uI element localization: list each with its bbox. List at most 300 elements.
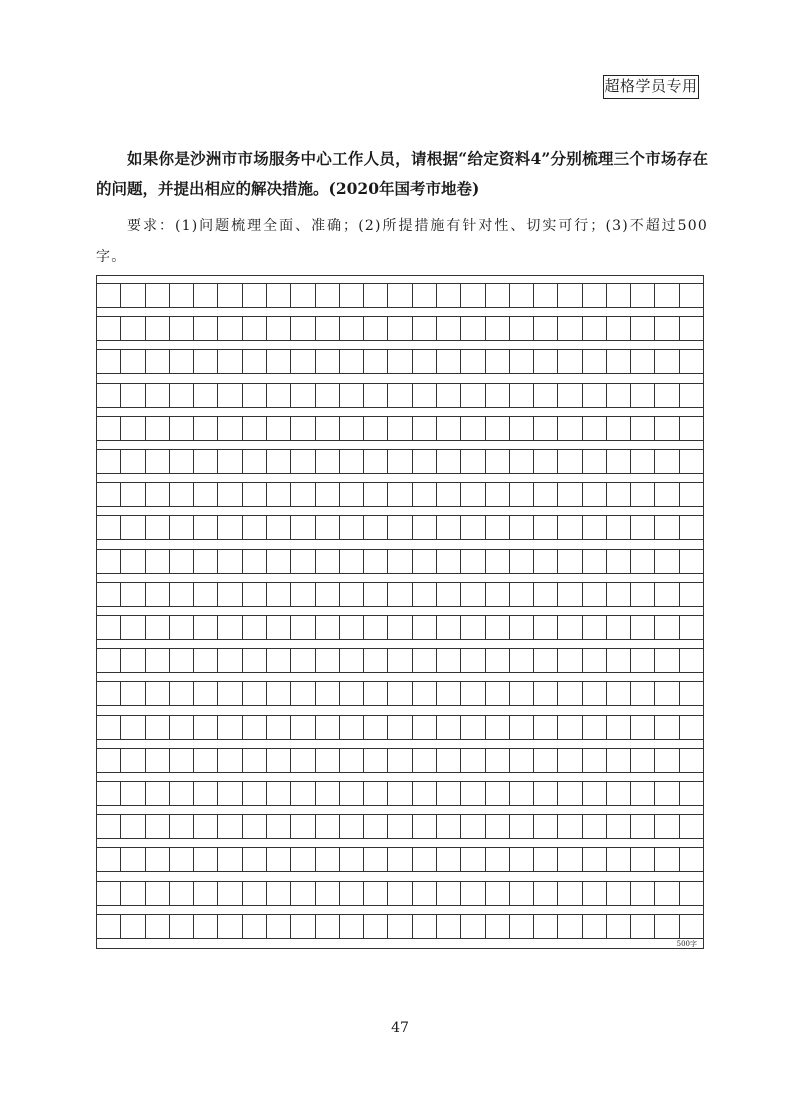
grid-cell[interactable]: [388, 716, 412, 739]
grid-cell[interactable]: [461, 616, 485, 639]
grid-cell[interactable]: [534, 284, 558, 307]
grid-cell[interactable]: [364, 550, 388, 573]
grid-cell[interactable]: [340, 384, 364, 407]
grid-cell[interactable]: [680, 915, 703, 938]
grid-cell[interactable]: [316, 815, 340, 838]
grid-cell[interactable]: [413, 583, 437, 606]
grid-cell[interactable]: [267, 583, 291, 606]
grid-cell[interactable]: [146, 915, 170, 938]
grid-cell[interactable]: [510, 516, 534, 539]
grid-cell[interactable]: [146, 848, 170, 871]
grid-cell[interactable]: [486, 616, 510, 639]
grid-cell[interactable]: [218, 815, 242, 838]
grid-cell[interactable]: [316, 749, 340, 772]
grid-cell[interactable]: [146, 483, 170, 506]
grid-cell[interactable]: [243, 716, 267, 739]
grid-cell[interactable]: [413, 417, 437, 440]
grid-cell[interactable]: [413, 317, 437, 340]
grid-cell[interactable]: [267, 384, 291, 407]
grid-cell[interactable]: [413, 848, 437, 871]
grid-cell[interactable]: [583, 616, 607, 639]
grid-cell[interactable]: [194, 682, 218, 705]
grid-cell[interactable]: [437, 915, 461, 938]
grid-cell[interactable]: [680, 682, 703, 705]
grid-cell[interactable]: [631, 848, 655, 871]
grid-cell[interactable]: [316, 450, 340, 473]
grid-cell[interactable]: [607, 782, 631, 805]
grid-cell[interactable]: [97, 516, 121, 539]
grid-cell[interactable]: [558, 417, 582, 440]
grid-cell[interactable]: [510, 848, 534, 871]
grid-cell[interactable]: [364, 915, 388, 938]
grid-cell[interactable]: [558, 483, 582, 506]
grid-cell[interactable]: [316, 682, 340, 705]
grid-cell[interactable]: [461, 583, 485, 606]
grid-cell[interactable]: [680, 616, 703, 639]
grid-cell[interactable]: [461, 716, 485, 739]
grid-cell[interactable]: [437, 516, 461, 539]
grid-cell[interactable]: [388, 616, 412, 639]
grid-cell[interactable]: [534, 384, 558, 407]
grid-cell[interactable]: [461, 815, 485, 838]
grid-cell[interactable]: [583, 583, 607, 606]
grid-cell[interactable]: [97, 815, 121, 838]
grid-cell[interactable]: [364, 782, 388, 805]
grid-cell[interactable]: [170, 682, 194, 705]
grid-cell[interactable]: [437, 583, 461, 606]
grid-cell[interactable]: [267, 749, 291, 772]
grid-cell[interactable]: [558, 583, 582, 606]
grid-cell[interactable]: [655, 417, 679, 440]
grid-cell[interactable]: [461, 848, 485, 871]
grid-cell[interactable]: [534, 848, 558, 871]
grid-cell[interactable]: [340, 616, 364, 639]
grid-cell[interactable]: [680, 815, 703, 838]
grid-cell[interactable]: [607, 550, 631, 573]
grid-cell[interactable]: [534, 350, 558, 373]
grid-cell[interactable]: [437, 350, 461, 373]
grid-cell[interactable]: [607, 716, 631, 739]
grid-cell[interactable]: [194, 284, 218, 307]
grid-cell[interactable]: [486, 284, 510, 307]
grid-cell[interactable]: [218, 550, 242, 573]
grid-cell[interactable]: [583, 782, 607, 805]
grid-cell[interactable]: [194, 384, 218, 407]
grid-cell[interactable]: [243, 450, 267, 473]
grid-cell[interactable]: [243, 682, 267, 705]
grid-cell[interactable]: [243, 649, 267, 672]
grid-cell[interactable]: [631, 649, 655, 672]
grid-cell[interactable]: [291, 384, 315, 407]
grid-cell[interactable]: [97, 882, 121, 905]
grid-cell[interactable]: [510, 649, 534, 672]
grid-cell[interactable]: [388, 882, 412, 905]
grid-cell[interactable]: [243, 583, 267, 606]
grid-cell[interactable]: [243, 749, 267, 772]
grid-cell[interactable]: [461, 782, 485, 805]
grid-cell[interactable]: [486, 350, 510, 373]
grid-cell[interactable]: [316, 317, 340, 340]
grid-cell[interactable]: [437, 848, 461, 871]
grid-cell[interactable]: [388, 483, 412, 506]
grid-cell[interactable]: [631, 915, 655, 938]
grid-cell[interactable]: [316, 417, 340, 440]
grid-cell[interactable]: [655, 782, 679, 805]
grid-cell[interactable]: [267, 716, 291, 739]
grid-cell[interactable]: [655, 882, 679, 905]
grid-cell[interactable]: [316, 649, 340, 672]
grid-cell[interactable]: [97, 483, 121, 506]
grid-cell[interactable]: [170, 815, 194, 838]
grid-cell[interactable]: [146, 682, 170, 705]
grid-cell[interactable]: [558, 284, 582, 307]
grid-cell[interactable]: [170, 384, 194, 407]
grid-cell[interactable]: [170, 848, 194, 871]
grid-cell[interactable]: [316, 550, 340, 573]
grid-cell[interactable]: [291, 815, 315, 838]
grid-cell[interactable]: [534, 716, 558, 739]
grid-cell[interactable]: [243, 350, 267, 373]
grid-cell[interactable]: [631, 716, 655, 739]
grid-cell[interactable]: [680, 417, 703, 440]
grid-cell[interactable]: [437, 616, 461, 639]
grid-cell[interactable]: [364, 284, 388, 307]
grid-cell[interactable]: [607, 450, 631, 473]
grid-cell[interactable]: [218, 284, 242, 307]
grid-cell[interactable]: [121, 583, 145, 606]
grid-cell[interactable]: [534, 682, 558, 705]
grid-cell[interactable]: [607, 483, 631, 506]
grid-cell[interactable]: [388, 749, 412, 772]
grid-cell[interactable]: [534, 516, 558, 539]
grid-cell[interactable]: [218, 716, 242, 739]
grid-cell[interactable]: [655, 749, 679, 772]
grid-cell[interactable]: [437, 284, 461, 307]
grid-cell[interactable]: [146, 649, 170, 672]
grid-cell[interactable]: [291, 516, 315, 539]
grid-cell[interactable]: [437, 882, 461, 905]
grid-cell[interactable]: [194, 848, 218, 871]
grid-cell[interactable]: [364, 350, 388, 373]
grid-cell[interactable]: [170, 317, 194, 340]
grid-cell[interactable]: [607, 649, 631, 672]
grid-cell[interactable]: [607, 749, 631, 772]
grid-cell[interactable]: [340, 716, 364, 739]
grid-cell[interactable]: [291, 483, 315, 506]
grid-cell[interactable]: [218, 317, 242, 340]
grid-cell[interactable]: [558, 616, 582, 639]
grid-cell[interactable]: [243, 317, 267, 340]
grid-cell[interactable]: [388, 417, 412, 440]
grid-cell[interactable]: [510, 882, 534, 905]
grid-cell[interactable]: [194, 483, 218, 506]
grid-cell[interactable]: [170, 882, 194, 905]
grid-cell[interactable]: [267, 350, 291, 373]
grid-cell[interactable]: [437, 749, 461, 772]
grid-cell[interactable]: [316, 915, 340, 938]
grid-cell[interactable]: [413, 384, 437, 407]
grid-cell[interactable]: [413, 915, 437, 938]
grid-cell[interactable]: [680, 550, 703, 573]
grid-cell[interactable]: [631, 782, 655, 805]
grid-cell[interactable]: [655, 550, 679, 573]
grid-cell[interactable]: [631, 516, 655, 539]
grid-cell[interactable]: [121, 317, 145, 340]
grid-cell[interactable]: [655, 848, 679, 871]
grid-cell[interactable]: [461, 284, 485, 307]
grid-cell[interactable]: [680, 317, 703, 340]
grid-cell[interactable]: [534, 782, 558, 805]
grid-cell[interactable]: [680, 284, 703, 307]
grid-cell[interactable]: [97, 649, 121, 672]
grid-cell[interactable]: [146, 417, 170, 440]
grid-cell[interactable]: [291, 749, 315, 772]
grid-cell[interactable]: [437, 716, 461, 739]
grid-cell[interactable]: [340, 848, 364, 871]
grid-cell[interactable]: [534, 483, 558, 506]
grid-cell[interactable]: [413, 284, 437, 307]
grid-cell[interactable]: [218, 749, 242, 772]
grid-cell[interactable]: [558, 516, 582, 539]
grid-cell[interactable]: [243, 882, 267, 905]
grid-cell[interactable]: [631, 417, 655, 440]
grid-cell[interactable]: [267, 682, 291, 705]
grid-cell[interactable]: [558, 350, 582, 373]
grid-cell[interactable]: [267, 516, 291, 539]
grid-cell[interactable]: [388, 782, 412, 805]
grid-cell[interactable]: [218, 649, 242, 672]
grid-cell[interactable]: [437, 682, 461, 705]
grid-cell[interactable]: [583, 350, 607, 373]
grid-cell[interactable]: [583, 815, 607, 838]
grid-cell[interactable]: [170, 583, 194, 606]
grid-cell[interactable]: [413, 350, 437, 373]
grid-cell[interactable]: [388, 848, 412, 871]
grid-cell[interactable]: [534, 649, 558, 672]
grid-cell[interactable]: [340, 815, 364, 838]
grid-cell[interactable]: [583, 915, 607, 938]
grid-cell[interactable]: [316, 716, 340, 739]
grid-cell[interactable]: [413, 649, 437, 672]
grid-cell[interactable]: [121, 682, 145, 705]
grid-cell[interactable]: [534, 450, 558, 473]
grid-cell[interactable]: [583, 450, 607, 473]
grid-cell[interactable]: [194, 649, 218, 672]
grid-cell[interactable]: [146, 450, 170, 473]
grid-cell[interactable]: [655, 649, 679, 672]
grid-cell[interactable]: [607, 882, 631, 905]
grid-cell[interactable]: [583, 882, 607, 905]
grid-cell[interactable]: [146, 583, 170, 606]
grid-cell[interactable]: [388, 384, 412, 407]
grid-cell[interactable]: [461, 749, 485, 772]
grid-cell[interactable]: [194, 782, 218, 805]
grid-cell[interactable]: [558, 749, 582, 772]
grid-cell[interactable]: [461, 682, 485, 705]
grid-cell[interactable]: [461, 915, 485, 938]
grid-cell[interactable]: [486, 716, 510, 739]
grid-cell[interactable]: [413, 782, 437, 805]
grid-cell[interactable]: [388, 516, 412, 539]
grid-cell[interactable]: [388, 915, 412, 938]
grid-cell[interactable]: [267, 649, 291, 672]
grid-cell[interactable]: [316, 782, 340, 805]
grid-cell[interactable]: [413, 749, 437, 772]
grid-cell[interactable]: [680, 483, 703, 506]
grid-cell[interactable]: [631, 317, 655, 340]
grid-cell[interactable]: [267, 815, 291, 838]
grid-cell[interactable]: [291, 550, 315, 573]
grid-cell[interactable]: [243, 483, 267, 506]
grid-cell[interactable]: [121, 350, 145, 373]
grid-cell[interactable]: [680, 848, 703, 871]
grid-cell[interactable]: [486, 848, 510, 871]
grid-cell[interactable]: [558, 782, 582, 805]
grid-cell[interactable]: [486, 384, 510, 407]
grid-cell[interactable]: [388, 583, 412, 606]
grid-cell[interactable]: [583, 516, 607, 539]
answer-grid[interactable]: [96, 275, 704, 949]
grid-cell[interactable]: [121, 815, 145, 838]
grid-cell[interactable]: [146, 350, 170, 373]
grid-cell[interactable]: [680, 450, 703, 473]
grid-cell[interactable]: [631, 483, 655, 506]
grid-cell[interactable]: [631, 450, 655, 473]
grid-cell[interactable]: [170, 550, 194, 573]
grid-cell[interactable]: [680, 583, 703, 606]
grid-cell[interactable]: [655, 450, 679, 473]
grid-cell[interactable]: [316, 384, 340, 407]
grid-cell[interactable]: [267, 417, 291, 440]
grid-cell[interactable]: [340, 350, 364, 373]
grid-cell[interactable]: [558, 815, 582, 838]
grid-cell[interactable]: [170, 616, 194, 639]
grid-cell[interactable]: [680, 350, 703, 373]
grid-cell[interactable]: [461, 516, 485, 539]
grid-cell[interactable]: [583, 417, 607, 440]
grid-cell[interactable]: [558, 848, 582, 871]
grid-cell[interactable]: [437, 649, 461, 672]
grid-cell[interactable]: [243, 815, 267, 838]
grid-cell[interactable]: [655, 682, 679, 705]
grid-cell[interactable]: [461, 317, 485, 340]
grid-cell[interactable]: [437, 317, 461, 340]
grid-cell[interactable]: [607, 284, 631, 307]
grid-cell[interactable]: [194, 350, 218, 373]
grid-cell[interactable]: [486, 317, 510, 340]
grid-cell[interactable]: [558, 716, 582, 739]
grid-cell[interactable]: [97, 848, 121, 871]
grid-cell[interactable]: [510, 583, 534, 606]
grid-cell[interactable]: [461, 483, 485, 506]
grid-cell[interactable]: [170, 749, 194, 772]
grid-cell[interactable]: [267, 882, 291, 905]
grid-cell[interactable]: [146, 516, 170, 539]
grid-cell[interactable]: [607, 350, 631, 373]
grid-cell[interactable]: [655, 317, 679, 340]
grid-cell[interactable]: [583, 550, 607, 573]
grid-cell[interactable]: [486, 550, 510, 573]
grid-cell[interactable]: [194, 583, 218, 606]
grid-cell[interactable]: [97, 915, 121, 938]
grid-cell[interactable]: [607, 317, 631, 340]
grid-cell[interactable]: [486, 450, 510, 473]
grid-cell[interactable]: [267, 317, 291, 340]
grid-cell[interactable]: [97, 716, 121, 739]
grid-cell[interactable]: [388, 350, 412, 373]
grid-cell[interactable]: [364, 450, 388, 473]
grid-cell[interactable]: [388, 649, 412, 672]
grid-cell[interactable]: [558, 882, 582, 905]
grid-cell[interactable]: [486, 782, 510, 805]
grid-cell[interactable]: [170, 516, 194, 539]
grid-cell[interactable]: [388, 317, 412, 340]
grid-cell[interactable]: [243, 616, 267, 639]
grid-cell[interactable]: [461, 550, 485, 573]
grid-cell[interactable]: [170, 649, 194, 672]
grid-cell[interactable]: [510, 550, 534, 573]
grid-cell[interactable]: [583, 682, 607, 705]
grid-cell[interactable]: [558, 450, 582, 473]
grid-cell[interactable]: [655, 516, 679, 539]
grid-cell[interactable]: [413, 516, 437, 539]
grid-cell[interactable]: [631, 882, 655, 905]
grid-cell[interactable]: [413, 483, 437, 506]
grid-cell[interactable]: [121, 716, 145, 739]
grid-cell[interactable]: [316, 284, 340, 307]
grid-cell[interactable]: [413, 616, 437, 639]
grid-cell[interactable]: [194, 882, 218, 905]
grid-cell[interactable]: [388, 284, 412, 307]
grid-cell[interactable]: [607, 384, 631, 407]
grid-cell[interactable]: [534, 616, 558, 639]
grid-cell[interactable]: [340, 782, 364, 805]
grid-cell[interactable]: [267, 550, 291, 573]
grid-cell[interactable]: [534, 915, 558, 938]
grid-cell[interactable]: [583, 649, 607, 672]
grid-cell[interactable]: [607, 815, 631, 838]
grid-cell[interactable]: [364, 516, 388, 539]
grid-cell[interactable]: [655, 384, 679, 407]
grid-cell[interactable]: [486, 417, 510, 440]
grid-cell[interactable]: [388, 815, 412, 838]
grid-cell[interactable]: [655, 583, 679, 606]
grid-cell[interactable]: [146, 317, 170, 340]
grid-cell[interactable]: [364, 417, 388, 440]
grid-cell[interactable]: [170, 782, 194, 805]
grid-cell[interactable]: [267, 450, 291, 473]
grid-cell[interactable]: [194, 516, 218, 539]
grid-cell[interactable]: [194, 749, 218, 772]
grid-cell[interactable]: [97, 782, 121, 805]
grid-cell[interactable]: [461, 450, 485, 473]
grid-cell[interactable]: [607, 848, 631, 871]
grid-cell[interactable]: [121, 782, 145, 805]
grid-cell[interactable]: [316, 483, 340, 506]
grid-cell[interactable]: [631, 616, 655, 639]
grid-cell[interactable]: [243, 848, 267, 871]
grid-cell[interactable]: [340, 483, 364, 506]
grid-cell[interactable]: [121, 450, 145, 473]
grid-cell[interactable]: [291, 583, 315, 606]
grid-cell[interactable]: [510, 284, 534, 307]
grid-cell[interactable]: [680, 882, 703, 905]
grid-cell[interactable]: [121, 848, 145, 871]
grid-cell[interactable]: [97, 616, 121, 639]
grid-cell[interactable]: [340, 516, 364, 539]
grid-cell[interactable]: [413, 450, 437, 473]
grid-cell[interactable]: [146, 616, 170, 639]
